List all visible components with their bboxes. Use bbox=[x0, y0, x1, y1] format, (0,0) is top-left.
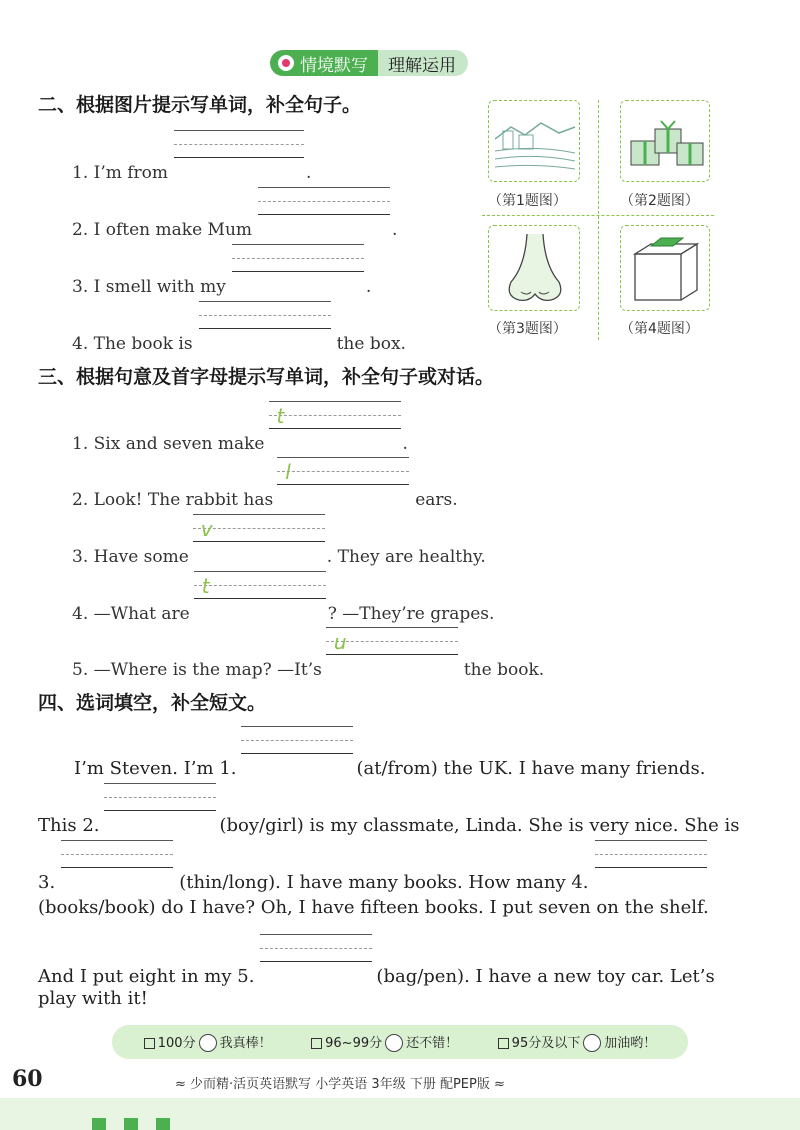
s4-line-2-a: This 2. bbox=[38, 815, 100, 836]
smiley-face-icon bbox=[583, 1034, 601, 1052]
s3-item-1 bbox=[72, 404, 408, 454]
s2-item-1-pre: 1. I’m from bbox=[72, 163, 169, 183]
checkbox-icon[interactable] bbox=[498, 1038, 509, 1049]
s4-blank-2[interactable] bbox=[104, 783, 216, 823]
s3-item-5-blank[interactable] bbox=[326, 627, 458, 667]
s4-line-1 bbox=[74, 734, 705, 779]
rating-96-99-label: 96~99分 bbox=[325, 1035, 383, 1051]
s3-item-3-pre: 3. Have some bbox=[72, 547, 189, 567]
s3-item-4-pre: 4. —What are bbox=[72, 604, 190, 624]
picture-1-landscape bbox=[488, 100, 580, 182]
grid-divider-horizontal bbox=[482, 215, 714, 216]
footer-block bbox=[92, 1118, 106, 1130]
s4-line-5-a: And I put eight in my 5. bbox=[38, 966, 255, 987]
s3-item-3-blank[interactable] bbox=[193, 514, 325, 554]
s4-line-1-b: (at/from) the UK. I have many friends. bbox=[356, 758, 706, 779]
s3-item-5 bbox=[72, 630, 545, 680]
banner-right-label: 理解运用 bbox=[378, 50, 468, 76]
footer-block bbox=[156, 1118, 170, 1130]
s4-blank-1[interactable] bbox=[241, 726, 353, 766]
picture-4-box bbox=[620, 225, 710, 311]
s4-line-4: (books/book) do I have? Oh, I have fifteen books. I put seven on the shelf. bbox=[38, 897, 709, 918]
s4-line-3 bbox=[38, 848, 709, 893]
smiley-face-icon bbox=[385, 1034, 403, 1052]
rating-95-below-label: 95分及以下 bbox=[511, 1035, 581, 1051]
s3-item-2-pre: 2. Look! The rabbit has bbox=[72, 490, 274, 510]
rating-95-below[interactable] bbox=[498, 1032, 657, 1053]
s3-item-3-hint: v bbox=[200, 517, 213, 541]
s4-blank-5[interactable] bbox=[260, 934, 372, 974]
landscape-icon bbox=[489, 101, 581, 183]
s4-blank-3[interactable] bbox=[61, 840, 173, 880]
s4-line-3-a: 3. bbox=[38, 872, 56, 893]
section3-title: 三、根据句意及首字母提示写单词，补全句子或对话。 bbox=[38, 366, 495, 388]
rating-96-99-text: 还不错！ bbox=[406, 1035, 459, 1051]
s4-line-5-b: (bag/pen). I have a new toy car. Let’s bbox=[376, 966, 715, 987]
checkbox-icon[interactable] bbox=[311, 1038, 322, 1049]
banner-left bbox=[270, 50, 378, 76]
s4-line-5 bbox=[38, 942, 715, 987]
s2-item-3 bbox=[72, 252, 371, 297]
caption-1: （第1题图） bbox=[488, 193, 567, 209]
nose-icon bbox=[489, 226, 581, 312]
footer-text: ≈ 少而精·活页英语默写 小学英语 3年级 下册 配PEP版 ≈ bbox=[175, 1077, 505, 1092]
caption-4: （第4题图） bbox=[620, 321, 699, 337]
footer-block bbox=[124, 1118, 138, 1130]
s2-item-3-blank[interactable] bbox=[232, 244, 364, 284]
s4-line-2-b: (boy/girl) is my classmate, Linda. She is very nice. She is bbox=[219, 815, 740, 836]
caption-3: （第3题图） bbox=[488, 321, 567, 337]
s3-item-3 bbox=[72, 517, 486, 567]
s3-item-4-hint: t bbox=[201, 574, 210, 598]
s4-line-3-b: (thin/long). I have many books. How many 4. bbox=[179, 872, 589, 893]
s3-item-1-blank[interactable] bbox=[269, 401, 401, 441]
rating-100-label: 100分 bbox=[157, 1035, 196, 1051]
s2-item-4-post: the box. bbox=[336, 334, 406, 354]
page-number: 60 bbox=[12, 1066, 43, 1092]
rating-95-below-text: 加油哟！ bbox=[604, 1035, 657, 1051]
picture-3-nose bbox=[488, 225, 580, 311]
s3-item-1-pre: 1. Six and seven make bbox=[72, 434, 265, 454]
s3-item-5-hint: u bbox=[333, 630, 347, 654]
s3-item-5-pre: 5. —Where is the map? —It’s bbox=[72, 660, 322, 680]
grid-divider-vertical bbox=[598, 100, 599, 340]
rating-100[interactable] bbox=[144, 1032, 272, 1053]
s3-item-2 bbox=[72, 460, 458, 510]
section4-title: 四、选词填空，补全短文。 bbox=[38, 692, 267, 714]
s3-item-3-post: . They are healthy. bbox=[326, 547, 486, 567]
self-rating-bar bbox=[112, 1025, 688, 1059]
s3-item-2-post: ears. bbox=[415, 490, 458, 510]
s3-item-5-post: the book. bbox=[463, 660, 545, 680]
s2-item-1 bbox=[72, 138, 311, 183]
s3-item-2-blank[interactable] bbox=[277, 457, 409, 497]
checkbox-icon[interactable] bbox=[144, 1038, 155, 1049]
rating-96-99[interactable] bbox=[311, 1032, 458, 1053]
s4-blank-4[interactable] bbox=[595, 840, 707, 880]
s4-line-2 bbox=[38, 791, 740, 836]
s2-item-2-pre: 2. I often make Mum bbox=[72, 220, 253, 240]
s2-item-3-pre: 3. I smell with my bbox=[72, 277, 226, 297]
s2-item-4 bbox=[72, 309, 406, 354]
s2-item-2-blank[interactable] bbox=[258, 187, 390, 227]
s2-item-4-pre: 4. The book is bbox=[72, 334, 193, 354]
banner-left-label: 情境默写 bbox=[300, 55, 368, 76]
footer-strip bbox=[0, 1098, 800, 1130]
flower-icon bbox=[278, 55, 294, 71]
smiley-face-icon bbox=[199, 1034, 217, 1052]
s2-item-4-blank[interactable] bbox=[199, 301, 331, 341]
s3-item-1-hint: t bbox=[276, 404, 285, 428]
s2-item-2-post: . bbox=[392, 220, 398, 240]
section-banner bbox=[270, 50, 468, 76]
gift-icon bbox=[621, 101, 711, 183]
s2-item-1-post: . bbox=[306, 163, 312, 183]
s2-item-3-post: . bbox=[365, 277, 372, 297]
s3-item-4-blank[interactable] bbox=[194, 571, 326, 611]
s3-item-4-post: ? —They’re grapes. bbox=[327, 604, 495, 624]
picture-2-gifts bbox=[620, 100, 710, 182]
s2-item-1-blank[interactable] bbox=[174, 130, 304, 170]
box-icon bbox=[621, 226, 711, 312]
caption-2: （第2题图） bbox=[620, 193, 699, 209]
s2-item-2 bbox=[72, 195, 397, 240]
s3-item-1-post: . bbox=[402, 434, 408, 454]
s3-item-4 bbox=[72, 574, 495, 624]
s3-item-2-hint: l bbox=[285, 460, 291, 484]
s4-line-1-a: I’m Steven. I’m 1. bbox=[74, 758, 237, 779]
rating-100-text: 我真棒！ bbox=[219, 1035, 272, 1051]
s4-line-6: play with it! bbox=[38, 988, 148, 1009]
section2-title: 二、根据图片提示写单词，补全句子。 bbox=[38, 94, 362, 116]
